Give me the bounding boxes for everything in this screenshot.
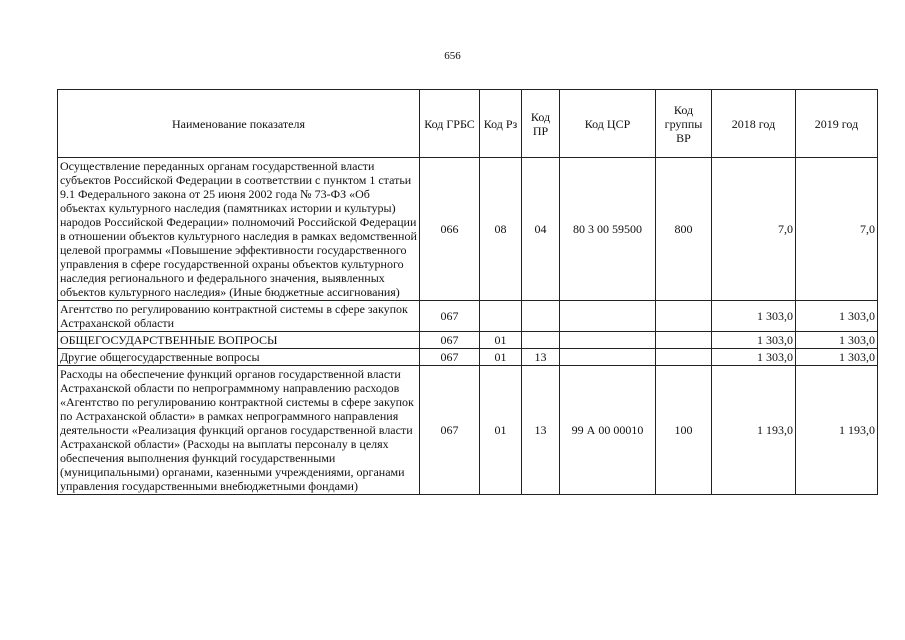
header-2019: 2019 год	[796, 90, 878, 158]
row-2018: 1 303,0	[712, 301, 796, 332]
row-name: Другие общегосударственные вопросы	[58, 349, 420, 366]
row-rz: 01	[480, 349, 522, 366]
table-header-row	[58, 90, 878, 158]
header-vr: Код группы ВР	[656, 90, 712, 158]
header-grbs: Код ГРБС	[420, 90, 480, 158]
table-row	[58, 301, 878, 332]
header-rz: Код Рз	[480, 90, 522, 158]
row-pr: 13	[522, 366, 560, 495]
header-name: Наименование показателя	[58, 90, 420, 158]
row-rz	[480, 301, 522, 332]
row-2019: 1 193,0	[796, 366, 878, 495]
table-row	[58, 158, 878, 301]
row-name: Агентство по регулированию контрактной системы в сфере закупок Астраханской области	[58, 301, 420, 332]
row-grbs: 067	[420, 301, 480, 332]
row-rz: 01	[480, 366, 522, 495]
row-csr	[560, 301, 656, 332]
row-2018: 1 303,0	[712, 332, 796, 349]
row-2018: 1 193,0	[712, 366, 796, 495]
row-2019: 1 303,0	[796, 301, 878, 332]
table-row	[58, 332, 878, 349]
row-csr	[560, 332, 656, 349]
row-pr	[522, 332, 560, 349]
row-csr	[560, 349, 656, 366]
header-csr: Код ЦСР	[560, 90, 656, 158]
row-rz: 01	[480, 332, 522, 349]
row-rz: 08	[480, 158, 522, 301]
header-2018: 2018 год	[712, 90, 796, 158]
row-name: Расходы на обеспечение функций органов государственной власти Астраханской области по непрограммному направлению расходов «Агентство по регулированию контрактной системы в сфере закупок по Астраханской области» в рамках непрограммного направления деятельности «Реализация функций органов государственной власти Астраханской области» (Расходы на выплаты персоналу в целях обеспечения выполнения функций государственными (муниципальными) органами, казенными учреждениями, органами управления государственными внебюджетными фондами)	[58, 366, 420, 495]
budget-table	[57, 89, 878, 495]
row-vr: 800	[656, 158, 712, 301]
row-2019: 1 303,0	[796, 349, 878, 366]
row-grbs: 067	[420, 366, 480, 495]
page-number: 656	[444, 50, 461, 62]
row-grbs: 067	[420, 349, 480, 366]
table-row	[58, 349, 878, 366]
row-vr	[656, 301, 712, 332]
row-csr: 99 А 00 00010	[560, 366, 656, 495]
row-2018: 7,0	[712, 158, 796, 301]
row-pr	[522, 301, 560, 332]
row-vr	[656, 332, 712, 349]
row-grbs: 067	[420, 332, 480, 349]
table-row	[58, 366, 878, 495]
header-pr: Код ПР	[522, 90, 560, 158]
row-pr: 13	[522, 349, 560, 366]
row-pr: 04	[522, 158, 560, 301]
row-2018: 1 303,0	[712, 349, 796, 366]
row-name: ОБЩЕГОСУДАРСТВЕННЫЕ ВОПРОСЫ	[58, 332, 420, 349]
row-vr	[656, 349, 712, 366]
row-csr: 80 3 00 59500	[560, 158, 656, 301]
row-2019: 1 303,0	[796, 332, 878, 349]
row-name: Осуществление переданных органам государственной власти субъектов Российской Федерации в соответствии с пунктом 1 статьи 9.1 Федерального закона от 25 июня 2002 года № 73-ФЗ «Об объектах культурного наследия (памятниках истории и культуры) народов Российской Федерации» полномочий Российской Федерации в отношении объектов культурного наследия в рамках ведомственной целевой программы «Повышение эффективности государственного управления в сфере государственной охраны объектов культурного наследия регионального и федерального значения, выявленных объектов культурного наследия» (Иные бюджетные ассигнования)	[58, 158, 420, 301]
row-grbs: 066	[420, 158, 480, 301]
row-vr: 100	[656, 366, 712, 495]
row-2019: 7,0	[796, 158, 878, 301]
